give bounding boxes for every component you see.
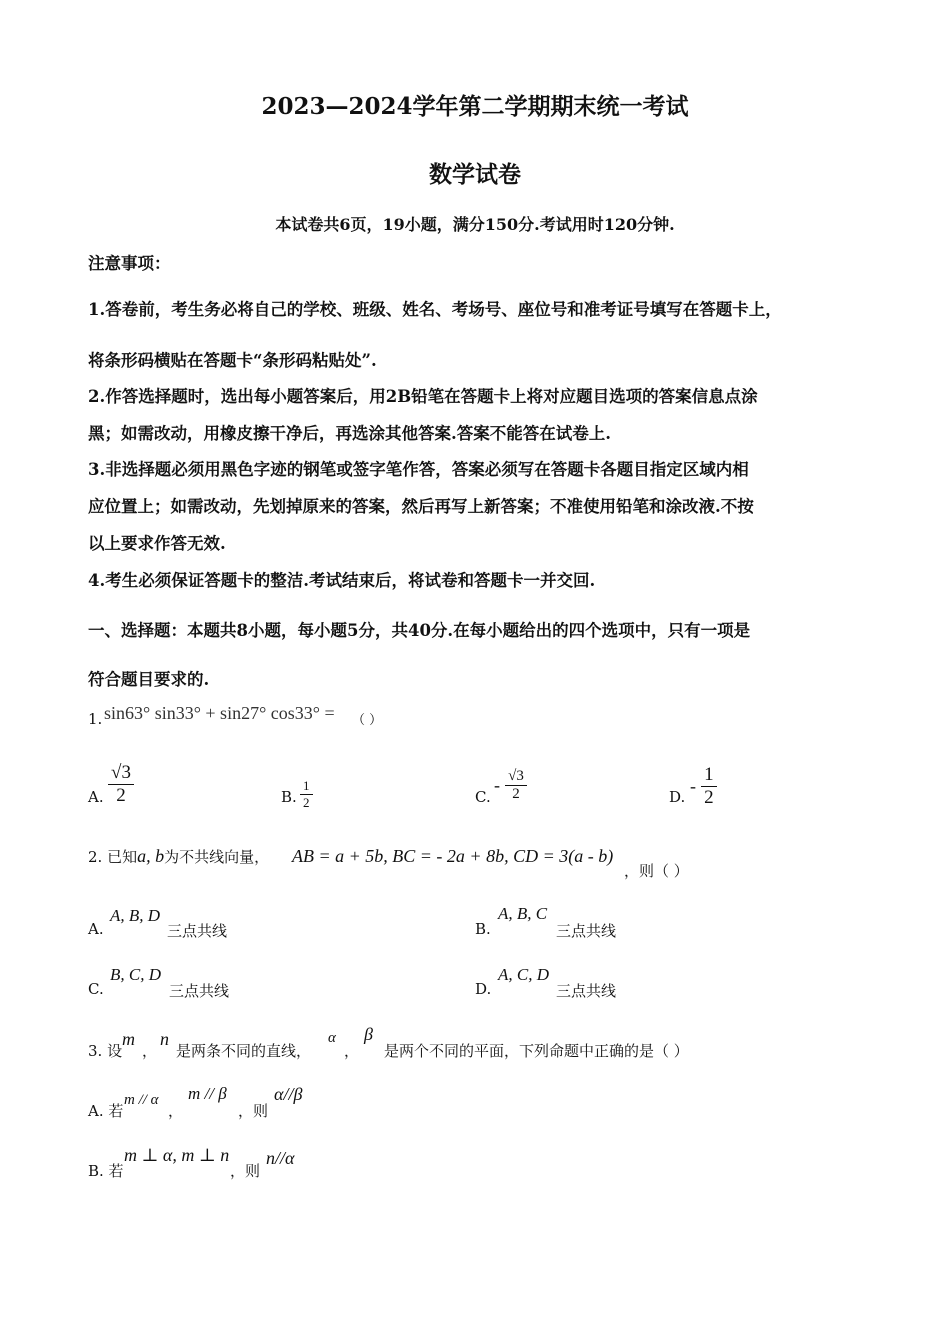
q1-d-minus: - [690, 776, 696, 796]
note-3-line-1: 3.非选择题必须用黑色字迹的钢笔或签字笔作答，答案必须写在答题卡各题目指定区域内相 [88, 460, 749, 479]
q1-option-d-label: D. [669, 788, 686, 806]
q1-a-numerator: 3 [121, 762, 131, 783]
q2-mid: 为不共线向量， [164, 848, 270, 866]
q1-expression: sin63° sin33° + sin27° cos33° = [104, 703, 335, 723]
note-3-line-2: 应位置上；如需改动，先划掉原来的答案，然后再写上新答案；不准使用铅笔和涂改液.不按 [88, 497, 754, 516]
note-4: 4.考生必须保证答题卡的整洁.考试结束后，将试卷和答题卡一并交回. [88, 571, 596, 590]
q1-option-b-value [300, 778, 313, 811]
q2-expression: AB = a + 5b, BC = - 2a + 8b, CD = 3(a - b) [292, 846, 614, 866]
q3-var-beta: β [364, 1024, 373, 1044]
q1-c-numerator: 3 [516, 768, 524, 784]
q2-stem [88, 846, 269, 867]
q3-prefix: 3. 设 [88, 1042, 123, 1060]
q1-c-minus: - [494, 775, 500, 795]
q3-comma-1: ， [142, 1042, 158, 1060]
q3-option-a-comma: ， [168, 1102, 184, 1120]
q1-b-denominator: 2 [303, 795, 310, 810]
note-2-line-2: 黑；如需改动，用橡皮擦干净后，再选涂其他答案.答案不能答在试卷上. [88, 424, 611, 443]
section-1-line-1: 一、选择题：本题共8小题，每小题5分，共40分.在每小题给出的四个选项中，只有一项是 [88, 621, 751, 640]
q3-var-n: n [160, 1029, 169, 1049]
notes-heading: 注意事项： [88, 254, 171, 273]
q2-option-d-label: D. [475, 980, 492, 998]
section-1-line-2: 符合题目要求的. [88, 670, 210, 689]
q3-option-a-label: A. 若 [88, 1102, 124, 1120]
q1-option-c-label: C. [475, 788, 491, 806]
q2-option-a-label: A. [88, 920, 104, 938]
q2-option-a-points: A, B, D [110, 906, 161, 925]
q2-option-d-text: 三点共线 [556, 982, 617, 1000]
note-3-line-3: 以上要求作答无效. [88, 534, 226, 553]
q3-option-a-cond-2: m // β [188, 1084, 227, 1103]
q1-option-c-value: - $\frac{√3}{2}$ [494, 768, 527, 803]
q3-var-alpha: α [328, 1030, 336, 1046]
exam-info: 本试卷共6页，19小题，满分150分.考试用时120分钟. [275, 215, 675, 234]
subject-title: 数学试卷 [429, 161, 521, 188]
q1-d-denominator: 2 [704, 787, 714, 808]
q3-text-2: 是两个不同的平面，下列命题中正确的是（ ） [384, 1042, 689, 1060]
q1-a-denominator: 2 [116, 785, 126, 806]
q3-text-1: 是两条不同的直线， [176, 1042, 312, 1060]
exam-title: 2023—2024学年第二学期期末统一考试 [261, 93, 689, 120]
q2-option-d-points: A, C, D [498, 965, 549, 984]
q3-option-a-then: ，则 [238, 1102, 269, 1120]
q1-option-d-value [690, 764, 717, 809]
note-1-line-1: 1.答卷前，考生务必将自己的学校、班级、姓名、考场号、座位号和准考证号填写在答题卡上， [88, 300, 782, 319]
q2-prefix: 2. 已知 [88, 848, 138, 866]
q2-option-b-label: B. [475, 920, 491, 938]
q3-option-a-result: α//β [274, 1084, 303, 1104]
q3-option-b-result: n//α [266, 1148, 295, 1168]
q3-option-b-label: B. 若 [88, 1162, 124, 1180]
q1-option-a-label: A. [88, 788, 104, 806]
q1-c-denominator: 2 [512, 786, 520, 802]
q2-vars: a, b [137, 846, 165, 866]
q2-option-b-points: A, B, C [498, 904, 548, 923]
q3-var-m: m [122, 1029, 135, 1049]
q1-option-a-value: $\frac{√3}{2}$ [108, 762, 134, 807]
q1-answer-paren: （ ） [352, 713, 383, 728]
q2-option-c-label: C. [88, 980, 104, 998]
note-1-line-2: 将条形码横贴在答题卡“条形码粘贴处”. [88, 351, 377, 370]
note-2-line-1: 2.作答选择题时，选出每小题答案后，用2B铅笔在答题卡上将对应题目选项的答案信息点涂 [88, 387, 758, 406]
q1-number: 1. [88, 710, 103, 728]
q2-option-b-text: 三点共线 [556, 922, 617, 940]
q2-option-a-text: 三点共线 [167, 922, 228, 940]
q1-d-numerator: 1 [701, 764, 717, 787]
q3-comma-2: ， [344, 1042, 360, 1060]
q3-option-a-cond-1: m // α [124, 1092, 159, 1108]
q3-option-b-cond: m ⊥ α, m ⊥ n [124, 1145, 230, 1165]
q2-option-c-points: B, C, D [110, 965, 161, 984]
q1-b-numerator: 1 [300, 778, 313, 795]
q1-option-b-label: B. [281, 788, 297, 806]
q3-option-b-then: ，则 [230, 1162, 261, 1180]
q2-suffix: ，则（ ） [624, 862, 689, 880]
q2-option-c-text: 三点共线 [169, 982, 230, 1000]
